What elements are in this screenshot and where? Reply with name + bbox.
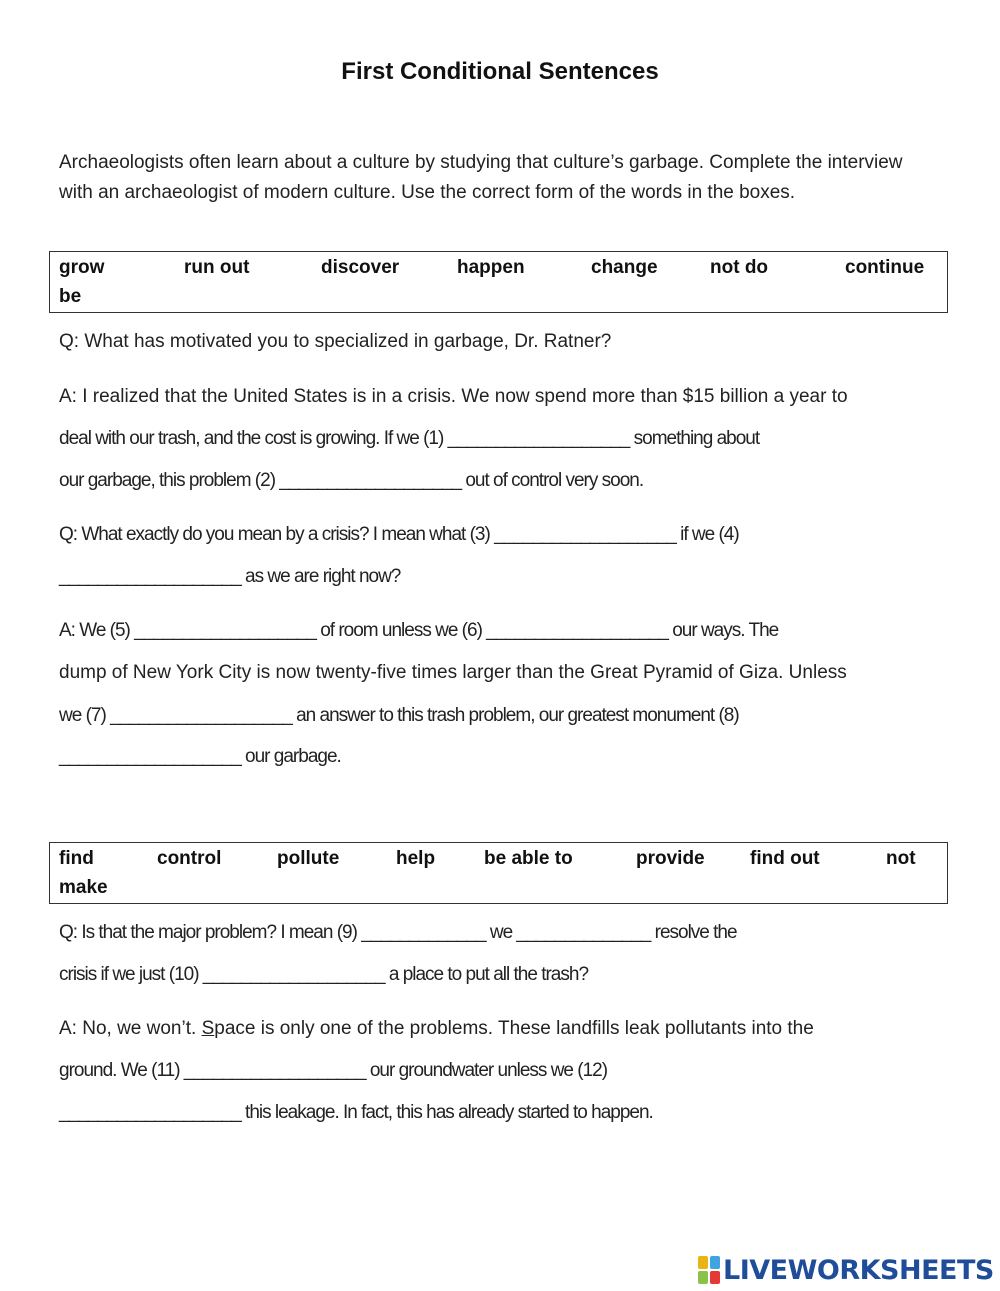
word-bank-item: control [157, 848, 222, 869]
word-bank-item: make [59, 877, 108, 898]
instructions: Archaeologists often learn about a culture by studying that culture’s garbage. Complete the interview with an archaeologist of modern culture. Use the correct form of the words in the boxes. [59, 152, 903, 203]
word-bank-item: be [59, 286, 82, 307]
liveworksheets-logo [698, 1254, 994, 1286]
answer-1-line: our garbage, this problem (2) ___________________ out of control very soon. [59, 470, 644, 491]
answer-3-line: ground. We (11) ___________________ our groundwater unless we (12) [59, 1060, 608, 1081]
word-bank-item: happen [457, 257, 525, 278]
answer-3-line [59, 1018, 814, 1040]
question-1: Q: What has motivated you to specialized in garbage, Dr. Ratner? [59, 331, 612, 352]
word-bank-item: provide [636, 848, 705, 869]
logo-text: LIVEWORKSHEETS [723, 1254, 994, 1286]
answer-3-underlined-letter: S [201, 1018, 215, 1039]
word-bank-item: be able to [484, 848, 573, 869]
word-box-2 [49, 842, 948, 904]
word-box-1 [49, 251, 948, 313]
question-2-line: Q: What exactly do you mean by a crisis? I mean what (3) ___________________ if we (4) [59, 524, 739, 545]
word-bank-item: run out [184, 257, 250, 278]
answer-2-line: ___________________ our garbage. [59, 746, 341, 767]
logo-mark-icon [698, 1256, 720, 1284]
word-bank-item: grow [59, 257, 105, 278]
word-bank-item: not do [710, 257, 769, 278]
word-bank-item: pollute [277, 848, 340, 869]
page-title: First Conditional Sentences [341, 58, 659, 85]
word-bank-item: not [886, 848, 916, 869]
answer-2-line: dump of New York City is now twenty-five times larger than the Great Pyramid of Giza. Unless [59, 662, 847, 683]
word-bank-item: discover [321, 257, 400, 278]
answer-3-text: A: No, we won’t. [59, 1018, 202, 1039]
question-2-line: ___________________ as we are right now? [59, 566, 401, 587]
question-3-line: Q: Is that the major problem? I mean (9) _____________ we ______________ resolve the [59, 922, 737, 943]
answer-3-text: pace is only one of the problems. These landfills leak pollutants into the [214, 1018, 814, 1039]
word-bank-item: change [591, 257, 658, 278]
word-bank-item: help [396, 848, 436, 869]
answer-1-line: A: I realized that the United States is in a crisis. We now spend more than $15 billion a year to [59, 386, 848, 407]
word-bank-item: find out [750, 848, 820, 869]
answer-1-line: deal with our trash, and the cost is growing. If we (1) ___________________ something about [59, 428, 760, 449]
word-bank-item: find [59, 848, 94, 869]
answer-2-line: we (7) ___________________ an answer to this trash problem, our greatest monument (8) [59, 705, 739, 726]
answer-3-line: ___________________ this leakage. In fact, this has already started to happen. [59, 1102, 653, 1123]
answer-2-line: A: We (5) ___________________ of room unless we (6) ___________________ our ways. The [59, 620, 779, 641]
question-3-line: crisis if we just (10) ___________________ a place to put all the trash? [59, 964, 589, 985]
word-bank-item: continue [845, 257, 925, 278]
